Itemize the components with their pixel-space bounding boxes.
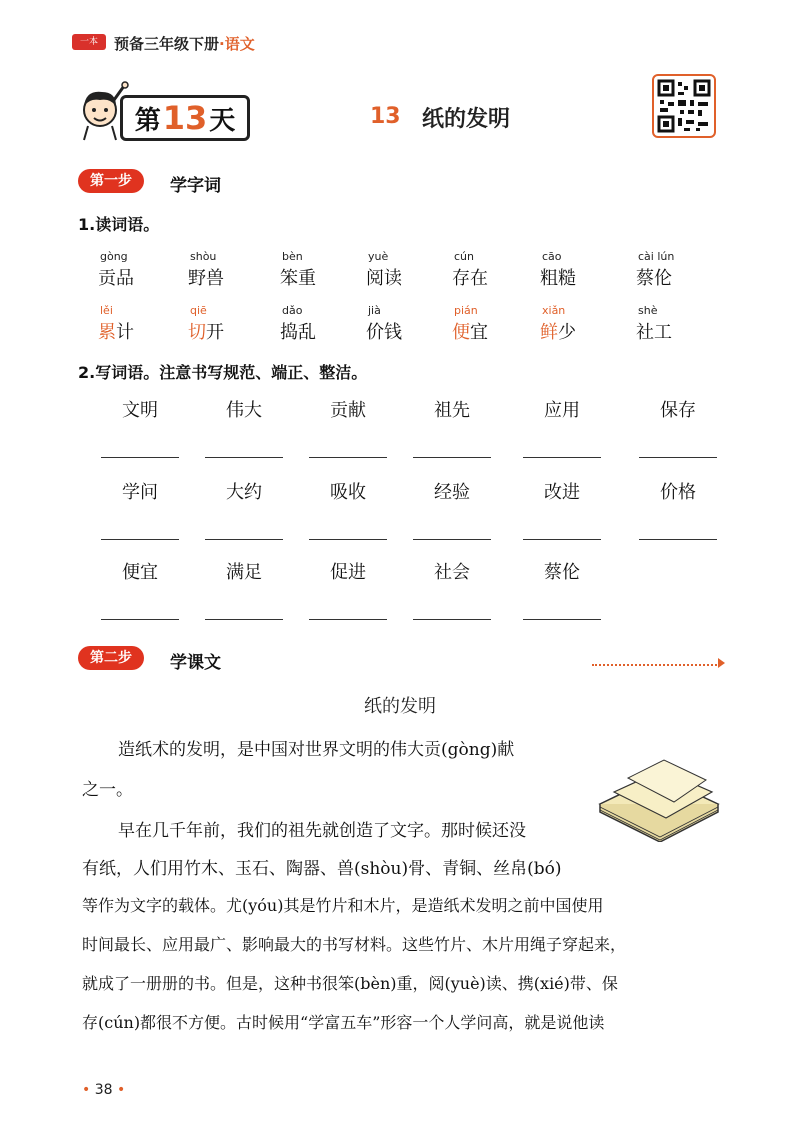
write-word: 便宜 [122,562,158,583]
article-line: 有纸，人们用竹木、玉石、陶器、兽(shòu)骨、青铜、丝帛(bó) [82,859,562,879]
article-line: 就成了一册册的书。但是，这种书很笨(bèn)重，阅(yuè)读、携(xié)带、保 [82,974,618,993]
writing-blank-line[interactable] [205,619,283,620]
write-word: 改进 [544,482,580,503]
write-word: 经验 [434,482,470,503]
lesson-title: 纸的发明 [422,107,511,132]
vocab-char-highlight: 捣 [280,322,298,343]
vocab-word [636,318,672,344]
vocab-char: 兽 [206,268,224,289]
pinyin-label: bèn [282,250,303,263]
write-word: 应用 [544,400,580,421]
writing-blank-line[interactable] [639,457,717,458]
write-word: 祖先 [434,400,470,421]
step1-label: 第一步 [78,169,144,193]
vocab-char-highlight: 贡 [98,268,116,289]
pinyin-label: xiǎn [542,304,566,317]
page-number: • 38 • [82,1082,126,1098]
write-word: 价格 [660,482,696,503]
writing-blank-line[interactable] [101,457,179,458]
writing-blank-line[interactable] [205,457,283,458]
vocab-word [540,264,576,290]
write-word: 文明 [122,400,158,421]
pinyin-label: shè [638,304,658,317]
qr-code-icon[interactable] [652,74,716,138]
vocab-word [540,318,576,344]
pinyin-label: lěi [100,304,113,317]
vocab-char: 工 [654,322,672,343]
vocab-char: 品 [116,268,134,289]
writing-blank-line[interactable] [413,619,491,620]
lesson-number: 13 [370,104,401,129]
writing-blank-line[interactable] [523,457,601,458]
article-title: 纸的发明 [364,696,436,717]
writing-blank-line[interactable] [639,539,717,540]
arrow-icon [718,658,725,668]
pinyin-label: qiē [190,304,207,317]
write-word: 保存 [660,400,696,421]
pinyin-label: cāo [542,250,562,263]
write-word: 蔡伦 [544,562,580,583]
writing-blank-line[interactable] [413,539,491,540]
pinyin-label: jià [368,304,381,317]
write-word: 促进 [330,562,366,583]
write-word: 学问 [122,482,158,503]
write-word: 满足 [226,562,262,583]
vocab-char-highlight: 便 [452,322,470,343]
write-word: 吸收 [330,482,366,503]
vocab-char-highlight: 阅 [366,268,384,289]
writing-blank-line[interactable] [309,457,387,458]
writing-blank-line[interactable] [523,619,601,620]
pinyin-label: yuè [368,250,389,263]
writing-blank-line[interactable] [205,539,283,540]
writing-blank-line[interactable] [101,619,179,620]
question-2: 2.写词语。注意书写规范、端正、整洁。 [78,363,368,382]
vocab-word [98,264,134,290]
book-title: 预备三年级下册·语文 [114,35,255,53]
pinyin-label: gòng [100,250,128,263]
vocab-char: 读 [384,268,402,289]
vocab-word [366,318,402,344]
vocab-word [636,264,672,290]
vocab-char: 计 [116,322,134,343]
vocab-char-highlight: 笨 [280,268,298,289]
vocab-char-highlight: 鲜 [540,322,558,343]
vocab-word [452,318,488,344]
article-line: 存(cún)都很不方便。古时候用“学富五车”形容一个人学问高，就是说他读 [82,1013,605,1032]
vocab-char-highlight: 野 [188,268,206,289]
question-1: 1.读词语。 [78,215,160,234]
vocab-char: 重 [298,268,316,289]
series-tag: 一本 [72,34,106,50]
step2-title: 学课文 [170,653,221,673]
pinyin-label: shòu [190,250,217,263]
article-line: 造纸术的发明，是中国对世界文明的伟大贡(gòng)献 [118,740,515,760]
vocab-char: 糙 [558,268,576,289]
vocab-char: 开 [206,322,224,343]
article-line: 等作为文字的载体。尤(yóu)其是竹片和木片，是造纸术发明之前中国使用 [82,896,604,915]
vocab-word [280,264,316,290]
vocab-word [188,318,224,344]
vocab-char-highlight: 累 [98,322,116,343]
vocab-char: 宜 [470,322,488,343]
vocab-word [98,318,134,344]
pinyin-label: cún [454,250,474,263]
article-line: 早在几千年前，我们的祖先就创造了文字。那时候还没 [118,821,526,841]
pinyin-label: dǎo [282,304,303,317]
vocab-char: 伦 [654,268,672,289]
writing-blank-line[interactable] [309,619,387,620]
vocab-char: 钱 [384,322,402,343]
write-word: 大约 [226,482,262,503]
vocab-char-highlight: 存 [452,268,470,289]
write-word: 伟大 [226,400,262,421]
writing-blank-line[interactable] [309,539,387,540]
vocab-char-highlight: 切 [188,322,206,343]
vocab-char-highlight: 粗 [540,268,558,289]
step2-label: 第二步 [78,646,144,670]
paper-stack-illustration [594,752,724,842]
write-word: 社会 [434,562,470,583]
vocab-word [280,318,316,344]
writing-blank-line[interactable] [101,539,179,540]
vocab-word [366,264,402,290]
vocab-word [452,264,488,290]
dotted-divider [592,664,720,666]
step1-title: 学字词 [170,176,221,196]
vocab-word [188,264,224,290]
vocab-char: 在 [470,268,488,289]
write-word: 贡献 [330,400,366,421]
vocab-char-highlight: 社 [636,322,654,343]
article-line: 时间最长、应用最广、影响最大的书写材料。这些竹片、木片用绳子穿起来， [82,935,627,954]
vocab-char: 少 [558,322,576,343]
writing-blank-line[interactable] [523,539,601,540]
vocab-char: 乱 [298,322,316,343]
article-line: 之一。 [82,780,133,800]
writing-blank-line[interactable] [413,457,491,458]
pinyin-label: pián [454,304,478,317]
vocab-char-highlight: 价 [366,322,384,343]
vocab-char-highlight: 蔡 [636,268,654,289]
pinyin-label: cài lún [638,250,675,263]
day-badge: 第 13 天 [120,95,250,141]
